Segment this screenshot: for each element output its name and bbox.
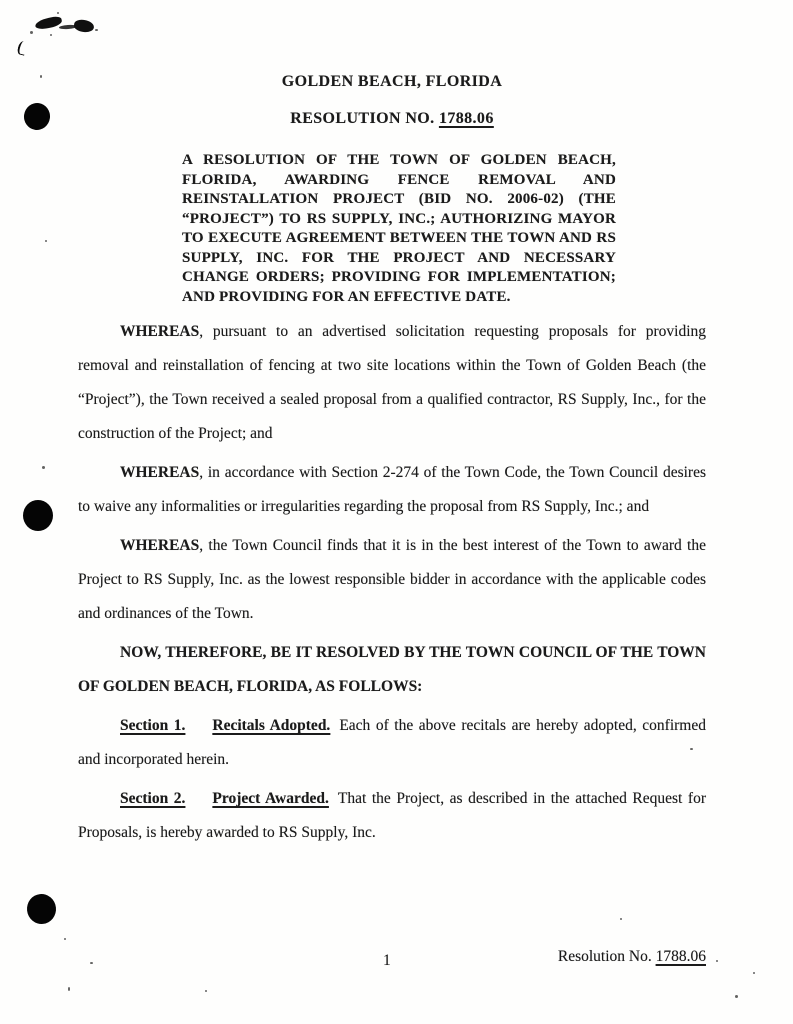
document-title: GOLDEN BEACH, FLORIDA: [281, 73, 503, 90]
scan-speck: [205, 990, 207, 992]
recital-text: , pursuant to an advertised solicitation requesting proposals for providing removal and reinstallation of fencing at two site locations within the Town of Golden Beach (the “Project”), the Town received a sealed proposal from a qualified contractor, RS Supply, Inc., for the construction of the Project; and: [78, 323, 706, 442]
scan-speck: [57, 12, 59, 14]
section-text: Each of the above recitals are hereby adopted, confirmed and incorporated herein.: [78, 717, 706, 768]
resolution-heading: [78, 109, 706, 129]
recital-text: , in accordance with Section 2-274 of the Town Code, the Town Council desires to waive any informalities or irregularities regarding the proposal from RS Supply, Inc.; and: [78, 464, 706, 515]
scan-speck: [42, 466, 45, 469]
scan-speck: [716, 960, 718, 962]
recital-paragraph-2: [78, 456, 706, 524]
section-text: That the Project, as described in the attached Request for Proposals, is hereby awarded to RS Supply, Inc.: [78, 790, 706, 841]
document-body: [78, 72, 706, 855]
resolution-summary: A RESOLUTION OF THE TOWN OF GOLDEN BEACH, FLORIDA, AWARDING FENCE REMOVAL AND REINSTALLATION PROJECT (BID NO. 2006-02) (THE “PROJECT”) TO RS SUPPLY, INC.; AUTHORIZING MAYOR TO EXECUTE AGREEMENT BETWEEN THE TOWN AND RS SUPPLY, INC. FOR THE PROJECT AND NECESSARY CHANGE ORDERS; PROVIDING FOR IMPLEMENTATION; AND PROVIDING FOR AN EFFECTIVE DATE.: [182, 152, 616, 305]
scan-speck: [64, 938, 66, 940]
scan-speck: [95, 29, 98, 31]
hole-punch-mark: [26, 893, 58, 926]
scan-smudge-mark: [73, 19, 94, 33]
footer-reference-prefix: Resolution No.: [557, 948, 656, 965]
section-paragraph-1: [78, 709, 706, 777]
section-paragraph-2: [78, 782, 706, 850]
scan-squiggle-mark: [16, 40, 27, 56]
footer-resolution-reference: [558, 948, 706, 966]
footer-reference-number: 1788.06: [655, 948, 706, 965]
whereas-lead: WHEREAS: [120, 537, 200, 554]
scan-speck: [40, 75, 42, 78]
scan-speck: [735, 995, 738, 998]
resolution-number: 1788.06: [438, 110, 494, 127]
recital-text: , the Town Council finds that it is in the best interest of the Town to award the Project to RS Supply, Inc. as the lowest responsible bidder in accordance with the applicable codes and ordinances of the Town.: [78, 537, 706, 622]
section-title: Recitals Adopted.: [212, 717, 331, 734]
scan-speck: [45, 240, 47, 242]
whereas-lead: WHEREAS: [120, 323, 200, 340]
recital-paragraph-1: [78, 315, 706, 451]
scan-speck: [50, 34, 52, 36]
hole-punch-mark: [23, 500, 53, 531]
scan-smudge-mark: [34, 15, 62, 30]
scan-speck: [753, 972, 755, 974]
scan-speck: [90, 962, 93, 964]
resolution-heading-prefix: RESOLUTION NO.: [290, 110, 439, 127]
scan-speck: [30, 31, 33, 34]
section-title: Project Awarded.: [212, 790, 329, 807]
whereas-lead: WHEREAS: [120, 464, 200, 481]
scan-speck: [68, 987, 70, 991]
page-number: 1: [383, 952, 391, 969]
hole-punch-mark: [22, 101, 52, 131]
section-number: Section 1.: [120, 717, 186, 734]
recital-paragraph-3: [78, 529, 706, 631]
scan-speck: [620, 918, 622, 920]
section-number: Section 2.: [120, 790, 186, 807]
resolved-clause: NOW, THEREFORE, BE IT RESOLVED BY THE TOWN COUNCIL OF THE TOWN OF GOLDEN BEACH, FLORIDA, AS FOLLOWS:: [78, 644, 706, 695]
